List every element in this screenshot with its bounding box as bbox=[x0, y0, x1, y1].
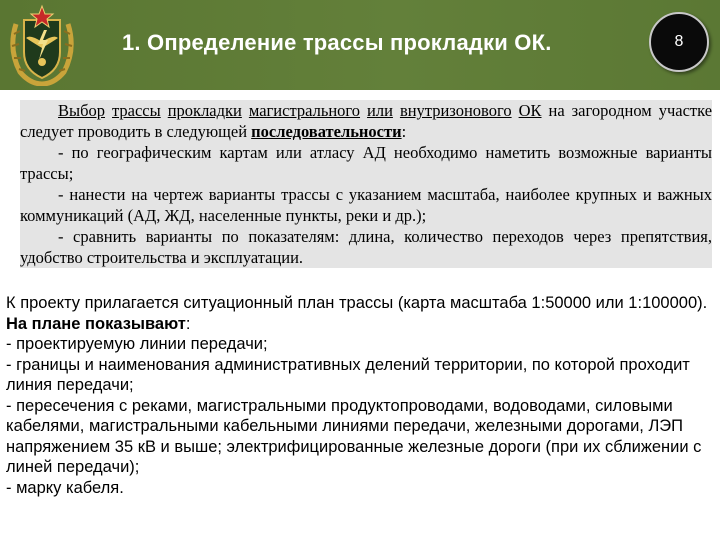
plan-heading-line bbox=[6, 314, 712, 335]
intro-text: на загородном участке следует проводить в следующей bbox=[20, 101, 713, 141]
list-item: - проектируемую линии передачи; bbox=[6, 335, 268, 353]
situational-plan-block bbox=[6, 293, 712, 498]
underlined-word: ОК bbox=[518, 101, 542, 120]
route-selection-block bbox=[20, 100, 712, 268]
underlined-word: магистрального bbox=[248, 101, 361, 120]
slide-title: 1. Определение трассы прокладки ОК. bbox=[122, 30, 552, 55]
plan-heading-colon: : bbox=[185, 314, 191, 333]
sequence-emphasis: последовательности bbox=[251, 122, 402, 141]
plan-paragraph: К проекту прилагается ситуационный план трассы (карта масштаба 1:50000 или 1:100000). bbox=[6, 294, 708, 312]
list-item: - по географическим картам или атласу АД необходимо наметить возможные варианты трассы; bbox=[20, 143, 712, 183]
plan-heading: На плане показывают bbox=[6, 314, 186, 333]
slide-header bbox=[0, 0, 720, 90]
underlined-word: Выбор bbox=[58, 101, 105, 120]
underlined-word: или bbox=[367, 101, 393, 120]
list-item: - сравнить варианты по показателям: длина, количество переходов через препятствия, удобство строительства и эксплуатации. bbox=[20, 227, 712, 267]
underlined-word: внутризонового bbox=[399, 101, 512, 120]
list-item: - пересечения с реками, магистральными продуктопроводами, водоводами, силовыми кабелями, магистральными кабельными линиями передачи, железными дорогами, ЛЭП напряжением 35 кВ и выше; электрифицированные железные дороги (при их сближении с линей передачи); bbox=[6, 396, 702, 476]
underlined-word: прокладки bbox=[167, 101, 242, 120]
intro-colon: : bbox=[401, 122, 407, 141]
list-item: - марку кабеля. bbox=[6, 478, 124, 497]
intro-paragraph bbox=[20, 100, 712, 142]
page-number-badge: 8 bbox=[649, 12, 709, 72]
military-emblem-icon bbox=[6, 4, 78, 86]
list-item: - нанести на чертеж варианты трассы с указанием масштаба, наиболее крупных и важных коммуникаций (АД, ЖД, населенные пункты, реки и др.); bbox=[20, 185, 712, 225]
list-item: - границы и наименования административных делений территории, по которой проходит линия передачи; bbox=[6, 355, 690, 394]
underlined-word: трассы bbox=[112, 101, 161, 120]
